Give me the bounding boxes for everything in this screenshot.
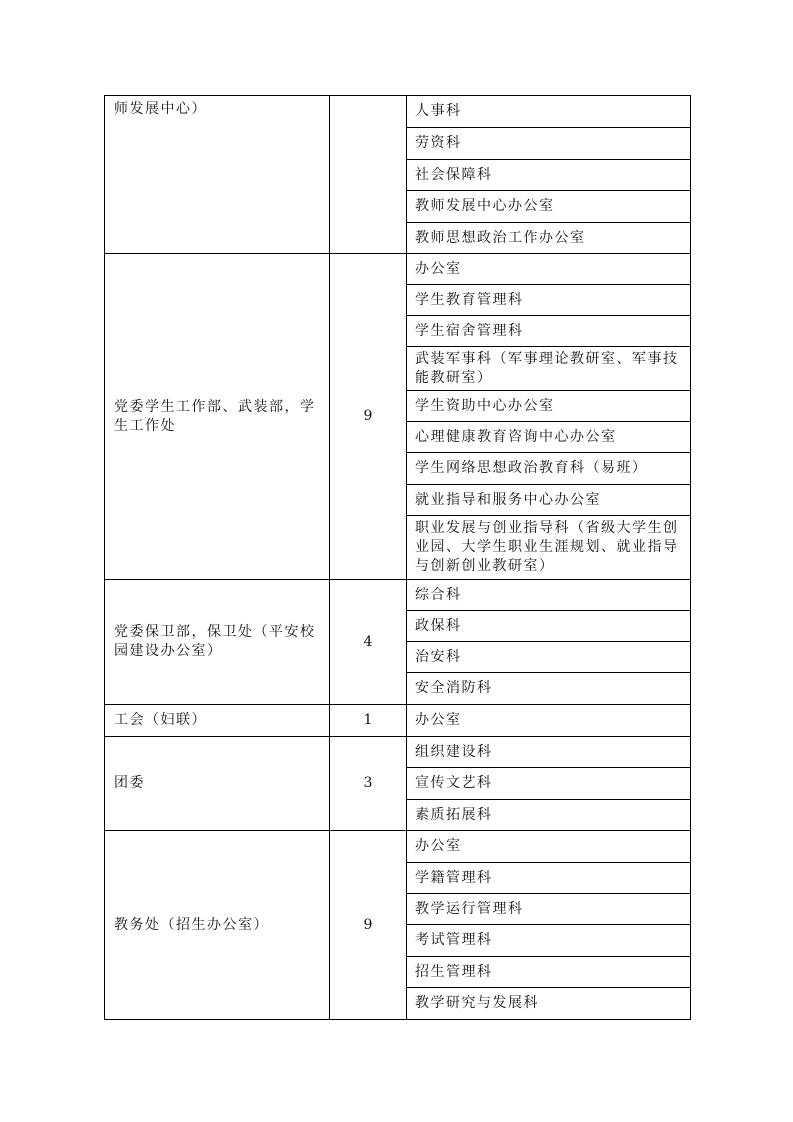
- department-office-table: [104, 95, 691, 1020]
- table-body: [105, 96, 691, 1020]
- office-cell: 综合科: [407, 580, 691, 611]
- table-row: [105, 831, 691, 863]
- office-cell: 考试管理科: [407, 925, 691, 957]
- table-row: [105, 96, 691, 128]
- office-count-cell: [330, 96, 407, 254]
- office-cell: 招生管理科: [407, 957, 691, 988]
- table-row: [105, 580, 691, 611]
- office-cell: 人事科: [407, 96, 691, 128]
- office-count-cell: 1: [330, 705, 407, 737]
- table-row: [105, 737, 691, 768]
- office-cell: 社会保障科: [407, 160, 691, 191]
- office-cell: 学生资助中心办公室: [407, 391, 691, 422]
- office-cell: 劳资科: [407, 128, 691, 160]
- office-cell: 素质拓展科: [407, 800, 691, 831]
- office-cell: 职业发展与创业指导科（省级大学生创业园、大学生职业生涯规划、就业指导与创新创业教研室）: [407, 516, 691, 580]
- office-cell: 学生宿舍管理科: [407, 316, 691, 347]
- office-cell: 安全消防科: [407, 673, 691, 705]
- department-cell: 党委学生工作部、武装部，学生工作处: [105, 254, 330, 580]
- office-cell: 办公室: [407, 705, 691, 737]
- office-cell: 宣传文艺科: [407, 768, 691, 800]
- office-cell: 治安科: [407, 642, 691, 673]
- office-cell: 心理健康教育咨询中心办公室: [407, 422, 691, 453]
- office-count-cell: 9: [330, 831, 407, 1020]
- office-cell: 学籍管理科: [407, 863, 691, 894]
- department-cell: 党委保卫部，保卫处（平安校园建设办公室）: [105, 580, 330, 705]
- department-cell: 团委: [105, 737, 330, 831]
- office-cell: 办公室: [407, 831, 691, 863]
- office-cell: 就业指导和服务中心办公室: [407, 485, 691, 516]
- department-cell: 工会（妇联）: [105, 705, 330, 737]
- office-cell: 办公室: [407, 254, 691, 285]
- office-cell: 武装军事科（军事理论教研室、军事技能教研室）: [407, 347, 691, 391]
- office-count-cell: 3: [330, 737, 407, 831]
- office-cell: 学生网络思想政治教育科（易班）: [407, 453, 691, 485]
- department-cell: 师发展中心）: [105, 96, 330, 254]
- office-cell: 政保科: [407, 611, 691, 642]
- office-cell: 教学研究与发展科: [407, 988, 691, 1020]
- office-count-cell: 4: [330, 580, 407, 705]
- table-row: [105, 254, 691, 285]
- office-cell: 教师发展中心办公室: [407, 191, 691, 223]
- table-row: [105, 705, 691, 737]
- office-count-cell: 9: [330, 254, 407, 580]
- office-cell: 教师思想政治工作办公室: [407, 223, 691, 254]
- office-cell: 组织建设科: [407, 737, 691, 768]
- department-cell: 教务处（招生办公室）: [105, 831, 330, 1020]
- office-cell: 学生教育管理科: [407, 285, 691, 316]
- office-cell: 教学运行管理科: [407, 894, 691, 925]
